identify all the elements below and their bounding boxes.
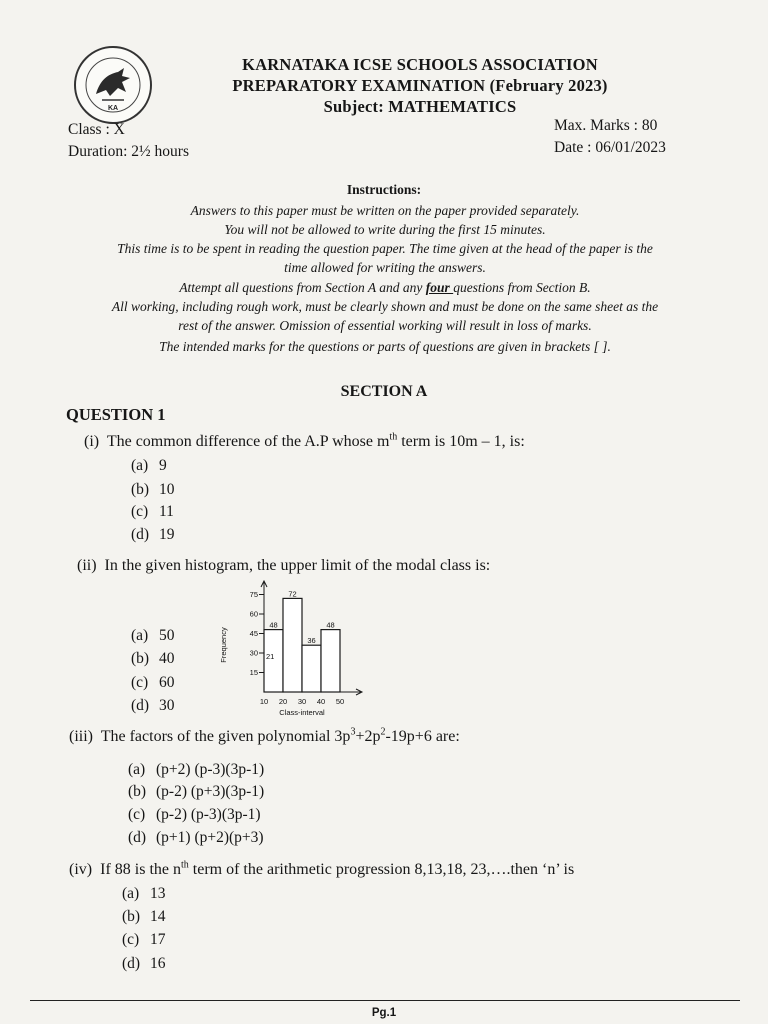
- instruction-line: All working, including rough work, must be clearly shown and must be done on the same sheet as the: [111, 299, 659, 314]
- question-text: -19p+6 are:: [385, 728, 460, 745]
- histogram-bar: [283, 598, 302, 692]
- instruction-text: questions from Section B.: [453, 280, 591, 295]
- x-tick-label: 30: [297, 697, 307, 706]
- option-value: (p-2) (p+3)(3p-1): [156, 783, 265, 800]
- instruction-line: [40, 280, 730, 296]
- y-tick-label: 15: [249, 668, 258, 677]
- question-text: If 88 is the n: [100, 861, 181, 878]
- option-value: 11: [159, 503, 174, 520]
- y-tick-label: 75: [249, 590, 258, 599]
- question-text: The factors of the given polynomial 3p: [100, 728, 351, 745]
- question-text: +2p: [355, 728, 381, 745]
- x-tick-label: 50: [335, 697, 345, 706]
- superscript: 2: [380, 726, 386, 738]
- bar-value-label: 48: [269, 620, 278, 630]
- question-text: term is 10m – 1, is:: [397, 433, 525, 450]
- superscript: th: [389, 431, 398, 443]
- option-d: [122, 955, 166, 973]
- histogram-chart: [212, 580, 382, 725]
- page-number: Pg.1: [371, 1007, 397, 1019]
- option-value: 50: [159, 627, 175, 644]
- option-c: [128, 806, 261, 824]
- x-tick-label: 40: [316, 697, 326, 706]
- option-c: [122, 931, 166, 949]
- option-label: (a): [131, 627, 149, 644]
- instruction-line: time allowed for writing the answers.: [284, 260, 486, 275]
- question-number: (iii): [69, 728, 93, 745]
- duration-label: Duration: 2½ hours: [68, 143, 189, 160]
- option-label: (c): [122, 931, 140, 948]
- question-text: term of the arithmetic progression 8,13,18, 23,….then ‘n’ is: [188, 861, 575, 878]
- option-value: (p+1) (p+2)(p+3): [156, 829, 264, 846]
- option-label: (b): [131, 650, 150, 667]
- option-value: 40: [159, 650, 175, 667]
- option-label: (d): [122, 955, 141, 972]
- question-text: In the given histogram, the upper limit of the modal class is:: [104, 557, 491, 574]
- option-label: (a): [122, 885, 140, 902]
- option-label: (d): [131, 697, 150, 714]
- option-label: (c): [131, 503, 149, 520]
- exam-title: PREPARATORY EXAMINATION (February 2023): [232, 76, 608, 95]
- option-label: (b): [128, 783, 147, 800]
- option-value: 17: [150, 931, 166, 948]
- bar-value-label: 72: [288, 589, 297, 599]
- superscript: 3: [350, 726, 356, 738]
- option-label: (a): [131, 457, 149, 474]
- option-b: [128, 783, 264, 801]
- option-d: [131, 697, 175, 715]
- instruction-line: This time is to be spent in reading the question paper. The time given at the head of the paper is the: [117, 241, 653, 256]
- question-ii: [77, 557, 490, 575]
- option-label: (b): [122, 908, 141, 925]
- option-value: 10: [159, 481, 175, 498]
- option-value: 9: [159, 457, 167, 474]
- option-a: [122, 885, 166, 903]
- bar-value-label: 21: [266, 652, 275, 661]
- option-b: [122, 908, 166, 926]
- histogram-bar: [321, 630, 340, 692]
- question-iv: [69, 861, 574, 879]
- option-value: 16: [150, 955, 166, 972]
- x-tick-label: 20: [278, 697, 288, 706]
- instruction-line: You will not be allowed to write during the first 15 minutes.: [224, 222, 546, 237]
- logo-initials: KA: [107, 105, 119, 112]
- question-i: [84, 433, 525, 451]
- option-value: (p-2) (p-3)(3p-1): [156, 806, 261, 823]
- option-c: [131, 674, 175, 692]
- superscript: th: [180, 859, 189, 871]
- option-a: [128, 761, 264, 779]
- option-value: (p+2) (p-3)(3p-1): [156, 761, 265, 778]
- option-label: (c): [131, 674, 149, 691]
- question-heading: QUESTION 1: [66, 405, 166, 424]
- y-tick-label: 60: [249, 609, 258, 619]
- option-label: (b): [131, 481, 150, 498]
- instruction-line: rest of the answer. Omission of essential working will result in loss of marks.: [178, 318, 592, 333]
- bar-value-label: 36: [307, 636, 316, 646]
- option-label: (d): [128, 829, 147, 846]
- association-name: KARNATAKA ICSE SCHOOLS ASSOCIATION: [242, 55, 598, 74]
- option-value: 14: [150, 908, 166, 925]
- instruction-line: Answers to this paper must be written on the paper provided separately.: [190, 203, 580, 218]
- option-a: [131, 627, 175, 645]
- bar-value-label: 48: [326, 620, 335, 630]
- class-label: Class : X: [68, 121, 125, 138]
- y-tick-label: 45: [249, 629, 258, 638]
- option-value: 19: [159, 526, 175, 543]
- option-value: 60: [159, 674, 175, 691]
- x-axis-label: Class-interval: [279, 708, 325, 717]
- max-marks-label: Max. Marks : 80: [554, 117, 658, 134]
- option-value: 30: [159, 697, 175, 714]
- section-heading: SECTION A: [340, 383, 428, 400]
- option-c: [131, 503, 174, 521]
- question-number: (ii): [77, 557, 97, 574]
- option-label: (d): [131, 526, 150, 543]
- instruction-line: The intended marks for the questions or parts of questions are given in brackets [ ].: [159, 339, 611, 354]
- histogram-bar: [302, 645, 321, 692]
- y-axis-label: Frequency: [219, 627, 228, 663]
- option-value: 13: [150, 885, 166, 902]
- date-label: Date : 06/01/2023: [554, 139, 666, 156]
- option-b: [131, 650, 175, 668]
- subject-title: Subject: MATHEMATICS: [323, 97, 517, 116]
- instructions-title: Instructions:: [346, 182, 422, 197]
- option-label: (a): [128, 761, 146, 778]
- option-label: (c): [128, 806, 146, 823]
- option-a: [131, 457, 167, 475]
- instruction-emphasis: four: [425, 280, 454, 295]
- option-b: [131, 481, 175, 499]
- instruction-text: Attempt all questions from Section A and any: [179, 280, 426, 295]
- footer-divider: [30, 1000, 740, 1001]
- option-d: [128, 829, 264, 847]
- association-logo-emblem: [72, 44, 154, 126]
- x-tick-label: 10: [259, 697, 269, 706]
- question-number: (iv): [69, 861, 93, 878]
- question-iii: [69, 728, 460, 746]
- question-text: The common difference of the A.P whose m: [106, 433, 390, 450]
- y-tick-label: 30: [249, 648, 258, 658]
- question-number: (i): [84, 433, 100, 450]
- option-d: [131, 526, 175, 544]
